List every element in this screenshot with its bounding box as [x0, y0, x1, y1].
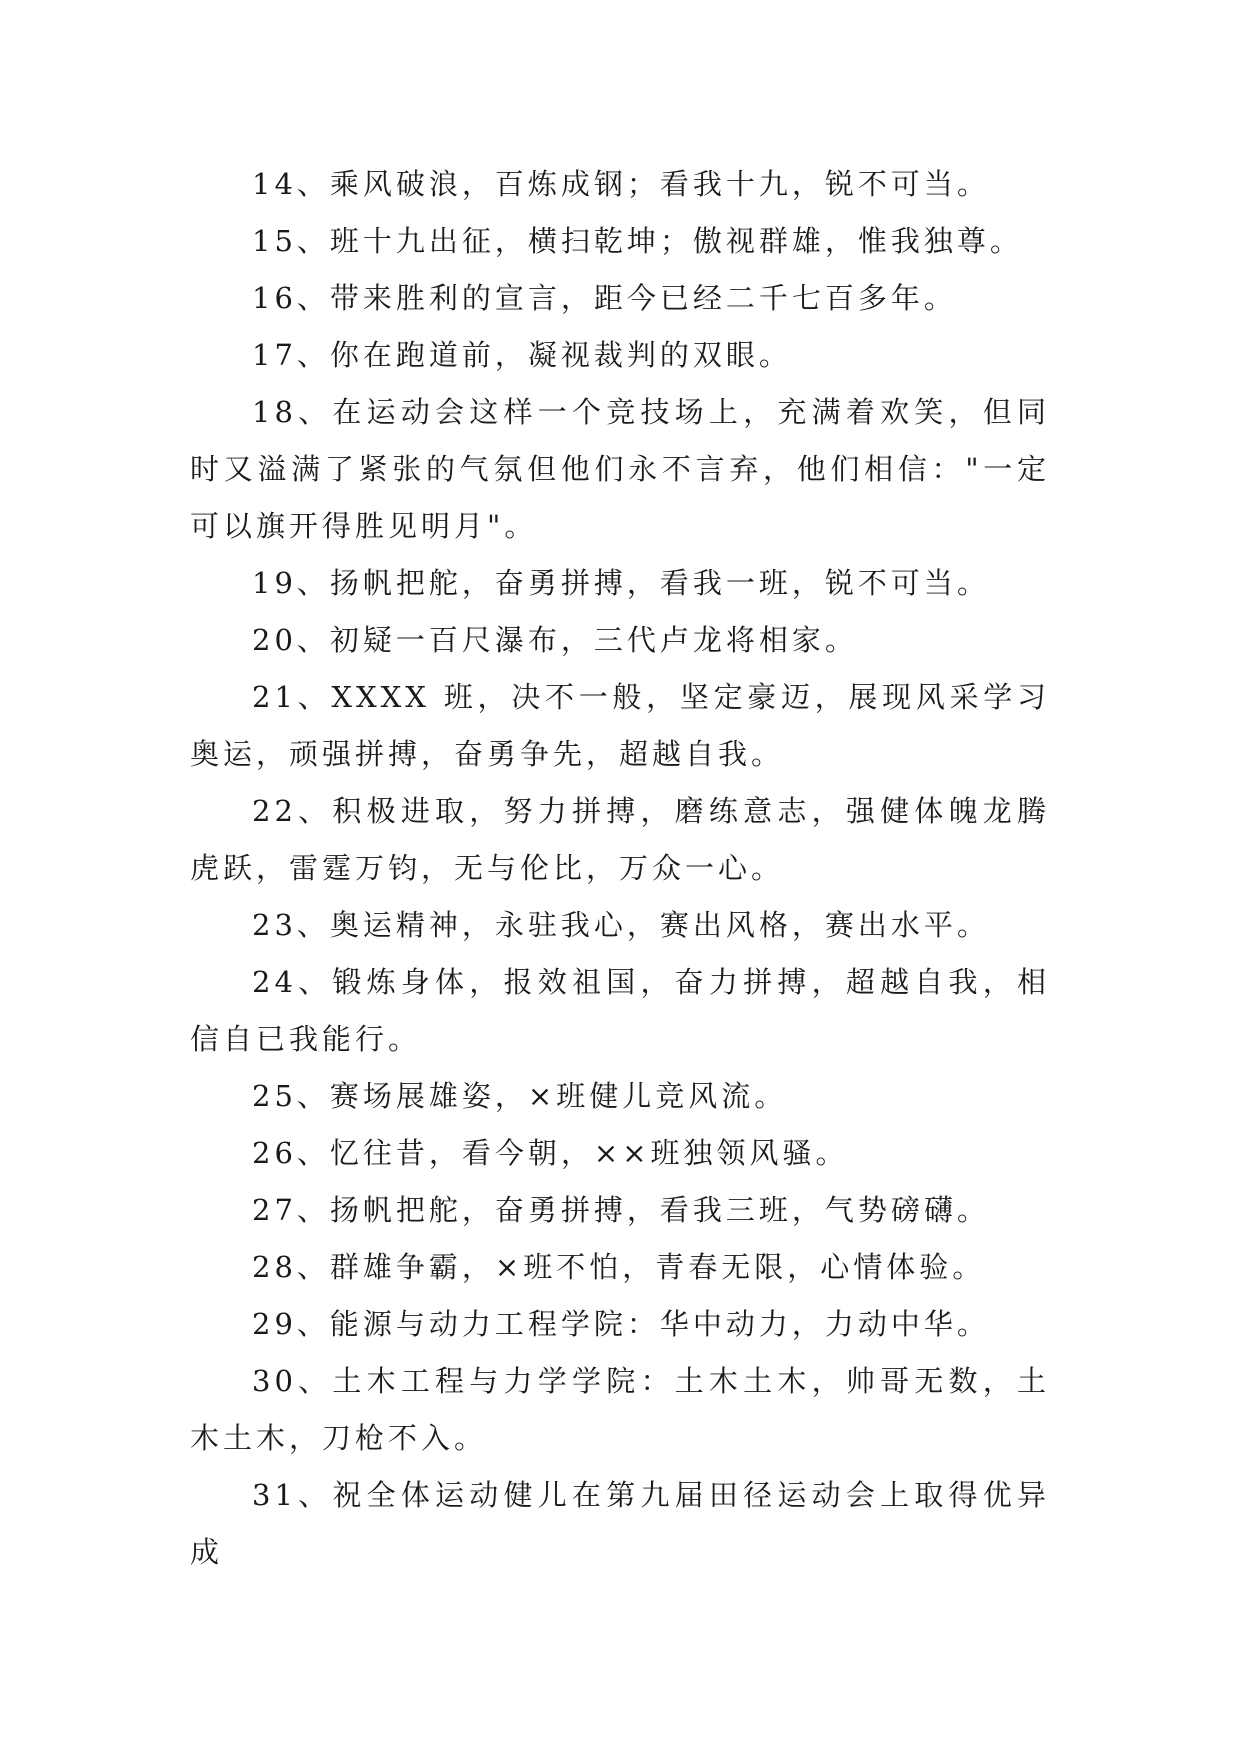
paragraph-22: 22、积极进取，努力拼搏，磨练意志，强健体魄龙腾虎跃，雷霆万钧，无与伦比，万众一心。 [190, 794, 1050, 885]
paragraph-29: 29、能源与动力工程学院：华中动力，力动中华。 [252, 1307, 990, 1341]
paragraph-31: 31、祝全体运动健儿在第九届田径运动会上取得优异成 [190, 1478, 1050, 1569]
paragraph-25: 25、赛场展雄姿，×班健儿竞风流。 [252, 1079, 788, 1113]
paragraph-19: 19、扬帆把舵，奋勇拼搏，看我一班，锐不可当。 [252, 566, 990, 600]
paragraph-28: 28、群雄争霸，×班不怕，青春无限，心情体验。 [252, 1250, 986, 1284]
paragraph-24: 24、锻炼身体，报效祖国，奋力拼搏，超越自我，相信自已我能行。 [190, 965, 1050, 1056]
paragraph-30: 30、土木工程与力学学院：土木土木，帅哥无数，土木土木，刀枪不入。 [190, 1364, 1050, 1455]
paragraph-27: 27、扬帆把舵，奋勇拼搏，看我三班，气势磅礴。 [252, 1193, 990, 1227]
paragraph-23: 23、奥运精神，永驻我心，赛出风格，赛出水平。 [252, 908, 990, 942]
document-body [190, 156, 1050, 1581]
paragraph-20: 20、初疑一百尺瀑布，三代卢龙将相家。 [252, 623, 858, 657]
paragraph-14: 14、乘风破浪，百炼成钢；看我十九，锐不可当。 [252, 167, 990, 201]
paragraph-26: 26、忆往昔，看今朝，××班独领风骚。 [252, 1136, 849, 1170]
paragraph-17: 17、你在跑道前，凝视裁判的双眼。 [252, 338, 792, 372]
paragraph-16: 16、带来胜利的宣言，距今已经二千七百多年。 [252, 281, 957, 315]
paragraph-21: 21、XXXX 班，决不一般，坚定豪迈，展现风采学习奥运，顽强拼搏，奋勇争先，超越自我。 [190, 680, 1050, 771]
paragraph-15: 15、班十九出征，横扫乾坤；傲视群雄，惟我独尊。 [252, 224, 1023, 258]
paragraph-18: 18、在运动会这样一个竞技场上，充满着欢笑，但同时又溢满了紧张的气氛但他们永不言弃，他们相信："一定可以旗开得胜见明月"。 [190, 395, 1050, 543]
